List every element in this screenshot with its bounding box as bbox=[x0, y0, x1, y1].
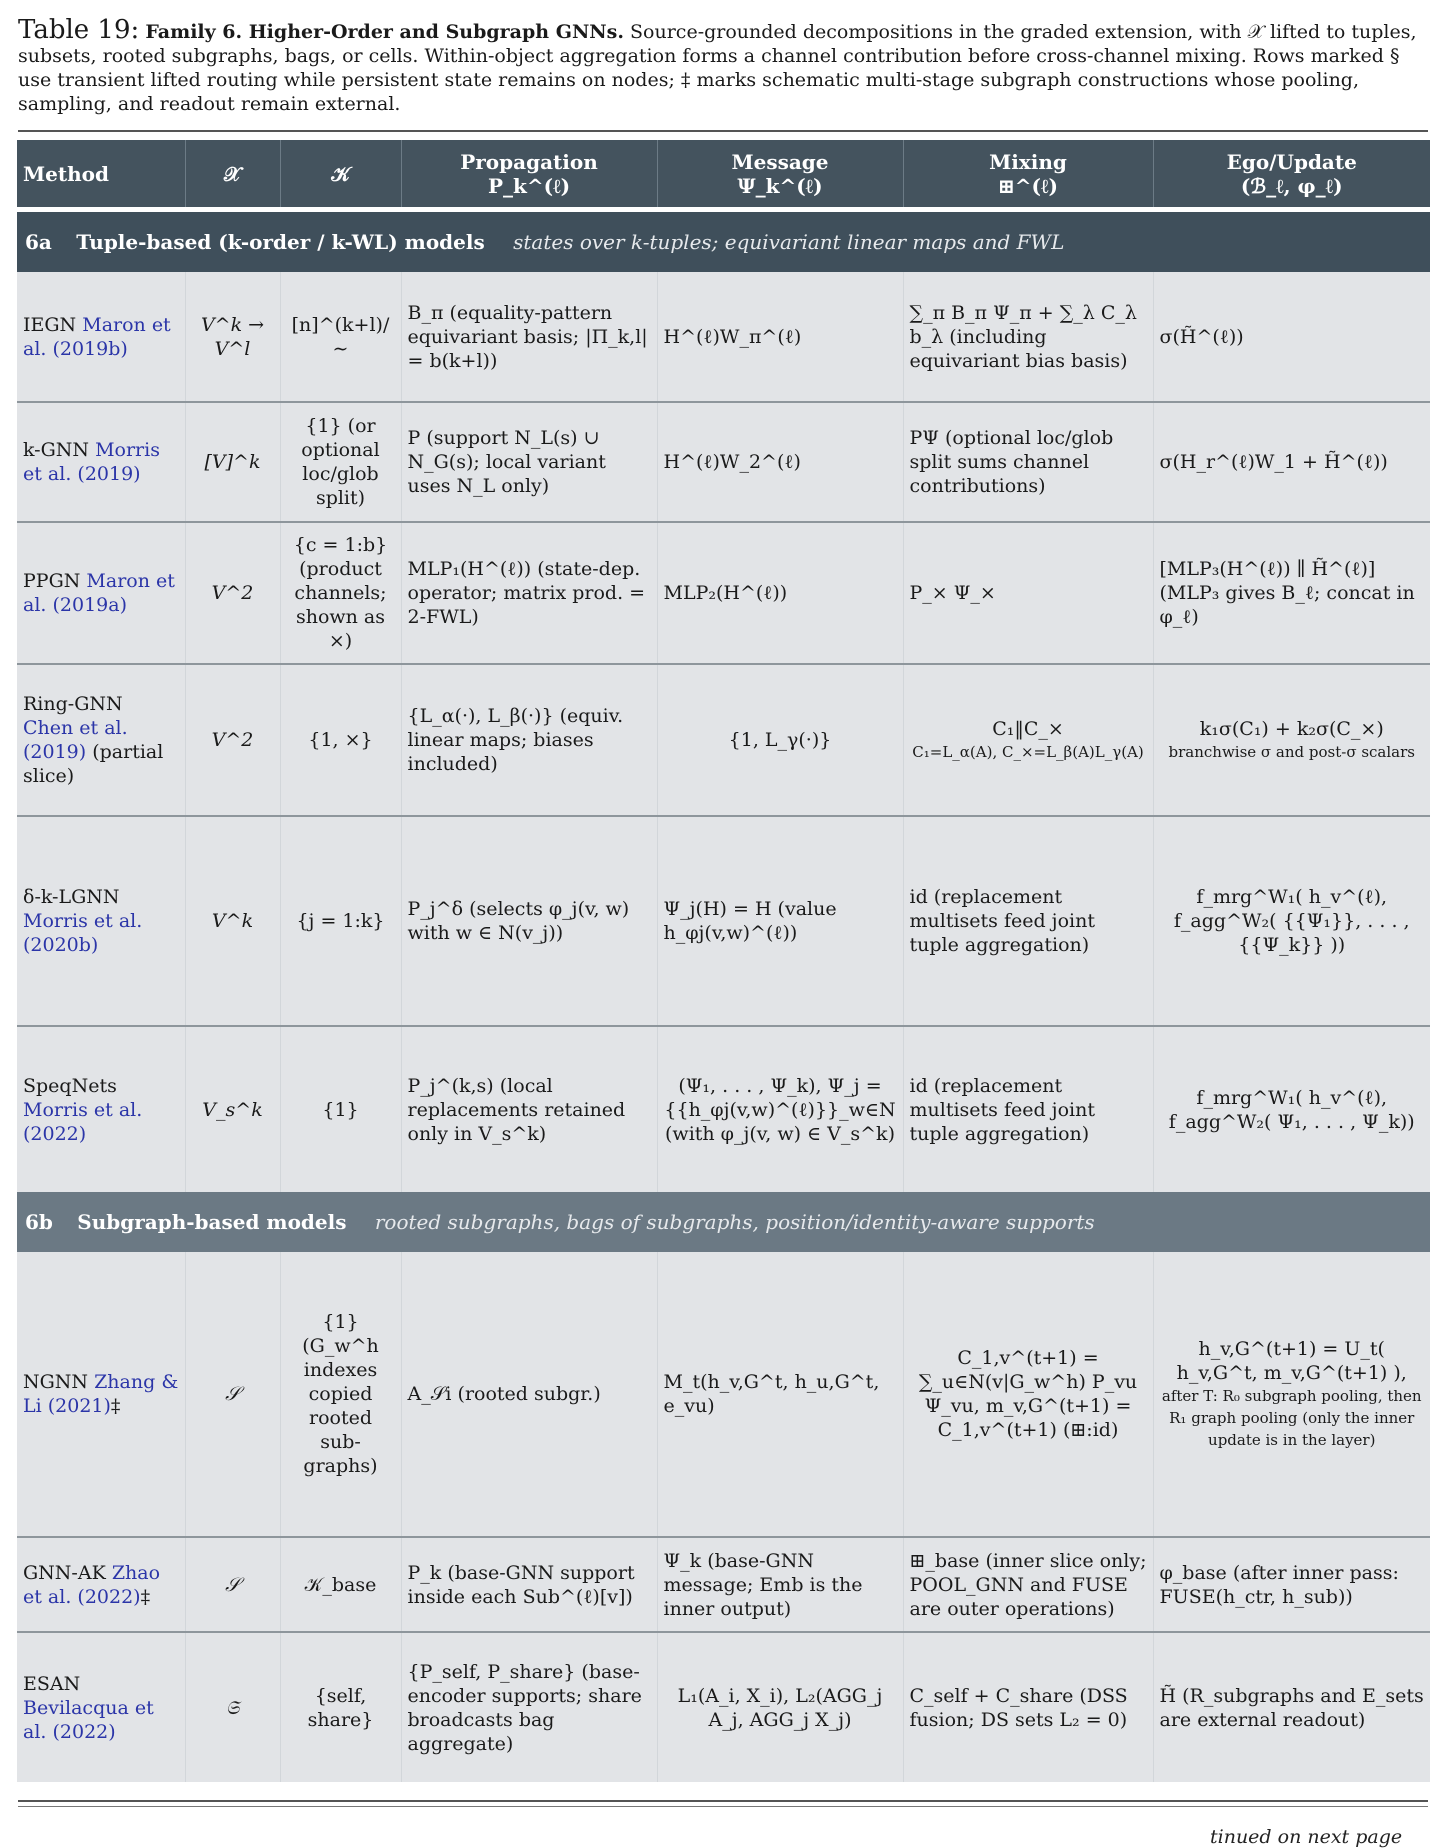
section-6a-header: 6a Tuple-based (k-order / k-WL) models states over k-tuples; equivariant linear maps and FWL bbox=[17, 212, 1430, 272]
citation-link[interactable]: Maron et al. (2019b) bbox=[23, 313, 171, 360]
table-row: PPGN Maron et al. (2019a) V^2 {c = 1:b} (product channels; shown as ×) MLP₁(H^(ℓ)) (state-dep. operator; matrix prod. = 2-FWL) MLP₂(H^(ℓ)) P_× Ψ_× [MLP₃(H^(ℓ)) ∥ H̃^(ℓ)] (MLP₃ gives B_ℓ; concat in φ_ℓ) bbox=[17, 522, 1430, 664]
citation-link[interactable]: Morris et al. (2022) bbox=[23, 1098, 143, 1145]
table-row: ESAN Bevilacqua et al. (2022) 𝔖 {self, share} {P_self, P_share} (base-encoder supports; share broadcasts bag aggregate) L₁(A_i, X_i), L₂(AGG_j A_j, AGG_j X_j) C_self + C_share (DSS fusion; DS sets L₂ = 0) H̃ (R_subgraphs and E_sets are external readout) bbox=[17, 1632, 1430, 1782]
table-row: IEGN Maron et al. (2019b) V^k → V^l [n]^(k+l)/∼ B_π (equality-pattern equivariant basis; |Π_k,l| = b(k+l)) H^(ℓ)W_π^(ℓ) ∑_π B_π Ψ_π + ∑_λ C_λ b_λ (including equivariant bias basis) σ(H̃^(ℓ)) bbox=[17, 272, 1430, 402]
section-6b-rows bbox=[17, 1252, 1430, 1782]
header-method: Method bbox=[17, 140, 185, 207]
table-row: GNN-AK Zhao et al. (2022)‡ 𝒮 𝒦_base P_k (base-GNN support inside each Sub^(ℓ)[v]) Ψ_k (base-GNN message; Emb is the inner output) ⊞_base (inner slice only; POOL_GNN and FUSE are outer operations) φ_base (after inner pass: FUSE(h_ctr, h_sub)) bbox=[17, 1537, 1430, 1632]
family-table bbox=[17, 140, 1430, 1782]
section-6b-header: 6b Subgraph-based models rooted subgraphs, bags of subgraphs, position/identity-aware supports bbox=[17, 1192, 1430, 1252]
table-row: δ-k-LGNN Morris et al. (2020b) V^k {j = 1:k} P_j^δ (selects φ_j(v, w) with w ∈ N(v_j)) Ψ_j(H) = H (value h_φj(v,w)^(ℓ)) id (replacement multisets feed joint tuple aggregation) f_mrg^W₁( h_v^(ℓ), f_agg^W₂( {{Ψ₁}}, . . . , {{Ψ_k}} )) bbox=[17, 816, 1430, 1026]
top-rule bbox=[18, 130, 1428, 132]
header-x: 𝒳 bbox=[185, 140, 280, 207]
table-row: Ring-GNN Chen et al. (2019) (partial slice) V^2 {1, ×} {L_α(·), L_β(·)} (equiv. linear maps; biases included) {1, L_γ(·)} C₁‖C_× C₁=L_α(A), C_×=L_β(A)L_γ(A) k₁σ(C₁) + k₂σ(C_×) branchwise σ and post-σ scalars bbox=[17, 664, 1430, 816]
header-mixing: Mixing ⊞^(ℓ) bbox=[903, 140, 1153, 207]
table-row: SpeqNets Morris et al. (2022) V_s^k {1} P_j^(k,s) (local replacements retained only in V_s^k) (Ψ₁, . . . , Ψ_k), Ψ_j = {{h_φj(v,w)^(ℓ)}}_w∈N (with φ_j(v, w) ∈ V_s^k) id (replacement multisets feed joint tuple aggregation) f_mrg^W₁( h_v^(ℓ), f_agg^W₂( Ψ₁, . . . , Ψ_k)) bbox=[17, 1026, 1430, 1192]
table-row: NGNN Zhang & Li (2021)‡ 𝒮 {1} (G_w^h indexes copied rooted sub-graphs) A_𝒮i (rooted subgr.) M_t(h_v,G^t, h_u,G^t, e_vu) C_1,v^(t+1) = ∑_u∈N(v|G_w^h) P_vu Ψ_vu, m_v,G^(t+1) = C_1,v^(t+1) (⊞:id) h_v,G^(t+1) = U_t( h_v,G^t, m_v,G^(t+1) ), after T: R₀ subgraph pooling, then R₁ graph pooling (only the inner update is in the layer) bbox=[17, 1252, 1430, 1537]
citation-link[interactable]: Zhang & Li (2021) bbox=[23, 1371, 179, 1417]
section-6a-rows bbox=[17, 272, 1430, 1192]
table-title: Family 6. Higher-Order and Subgraph GNNs. bbox=[145, 21, 624, 43]
table-caption bbox=[18, 15, 1428, 116]
table-row: k-GNN Morris et al. (2019) [V]^k {1} (or optional loc/glob split) P (support N_L(s) ∪ N_G(s); local variant uses N_L only) H^(ℓ)W_2^(ℓ) PΨ (optional loc/glob split sums channel contributions) σ(H_r^(ℓ)W_1 + H̃^(ℓ)) bbox=[17, 402, 1430, 522]
citation-link[interactable]: Maron et al. (2019a) bbox=[23, 570, 175, 616]
citation-link[interactable]: Zhao et al. (2022) bbox=[23, 1561, 161, 1608]
header-row bbox=[17, 140, 1430, 207]
header-k: 𝒦 bbox=[280, 140, 401, 207]
header-message: Message Ψ_k^(ℓ) bbox=[657, 140, 903, 207]
header-propagation: Propagation P_k^(ℓ) bbox=[401, 140, 657, 207]
bottom-rule bbox=[18, 1800, 1428, 1802]
bottom-rule-thin bbox=[18, 1806, 1428, 1807]
header-ego-update: Ego/Update (ℬ_ℓ, φ_ℓ) bbox=[1153, 140, 1430, 207]
table-number: Table 19: bbox=[18, 15, 140, 45]
citation-link[interactable]: Bevilacqua et al. (2022) bbox=[23, 1696, 154, 1743]
continued-note: tinued on next page bbox=[1210, 1826, 1403, 1848]
caption-text: Source-grounded decompositions in the graded extension, with 𝒳 lifted to tuples, subsets, rooted subgraphs, bags, or cells. Within-object aggregation forms a channel contribution before cross-channel mixing. Rows marked § use transient lifted routing while persistent state remains on nodes; ‡ marks schematic multi-stage subgraph constructions whose pooling, sampling, and readout remain external. bbox=[18, 21, 1417, 115]
citation-link[interactable]: Chen et al. (2019) bbox=[23, 717, 128, 763]
citation-link[interactable]: Morris et al. (2019) bbox=[23, 439, 160, 485]
citation-link[interactable]: Morris et al. (2020b) bbox=[23, 910, 143, 956]
